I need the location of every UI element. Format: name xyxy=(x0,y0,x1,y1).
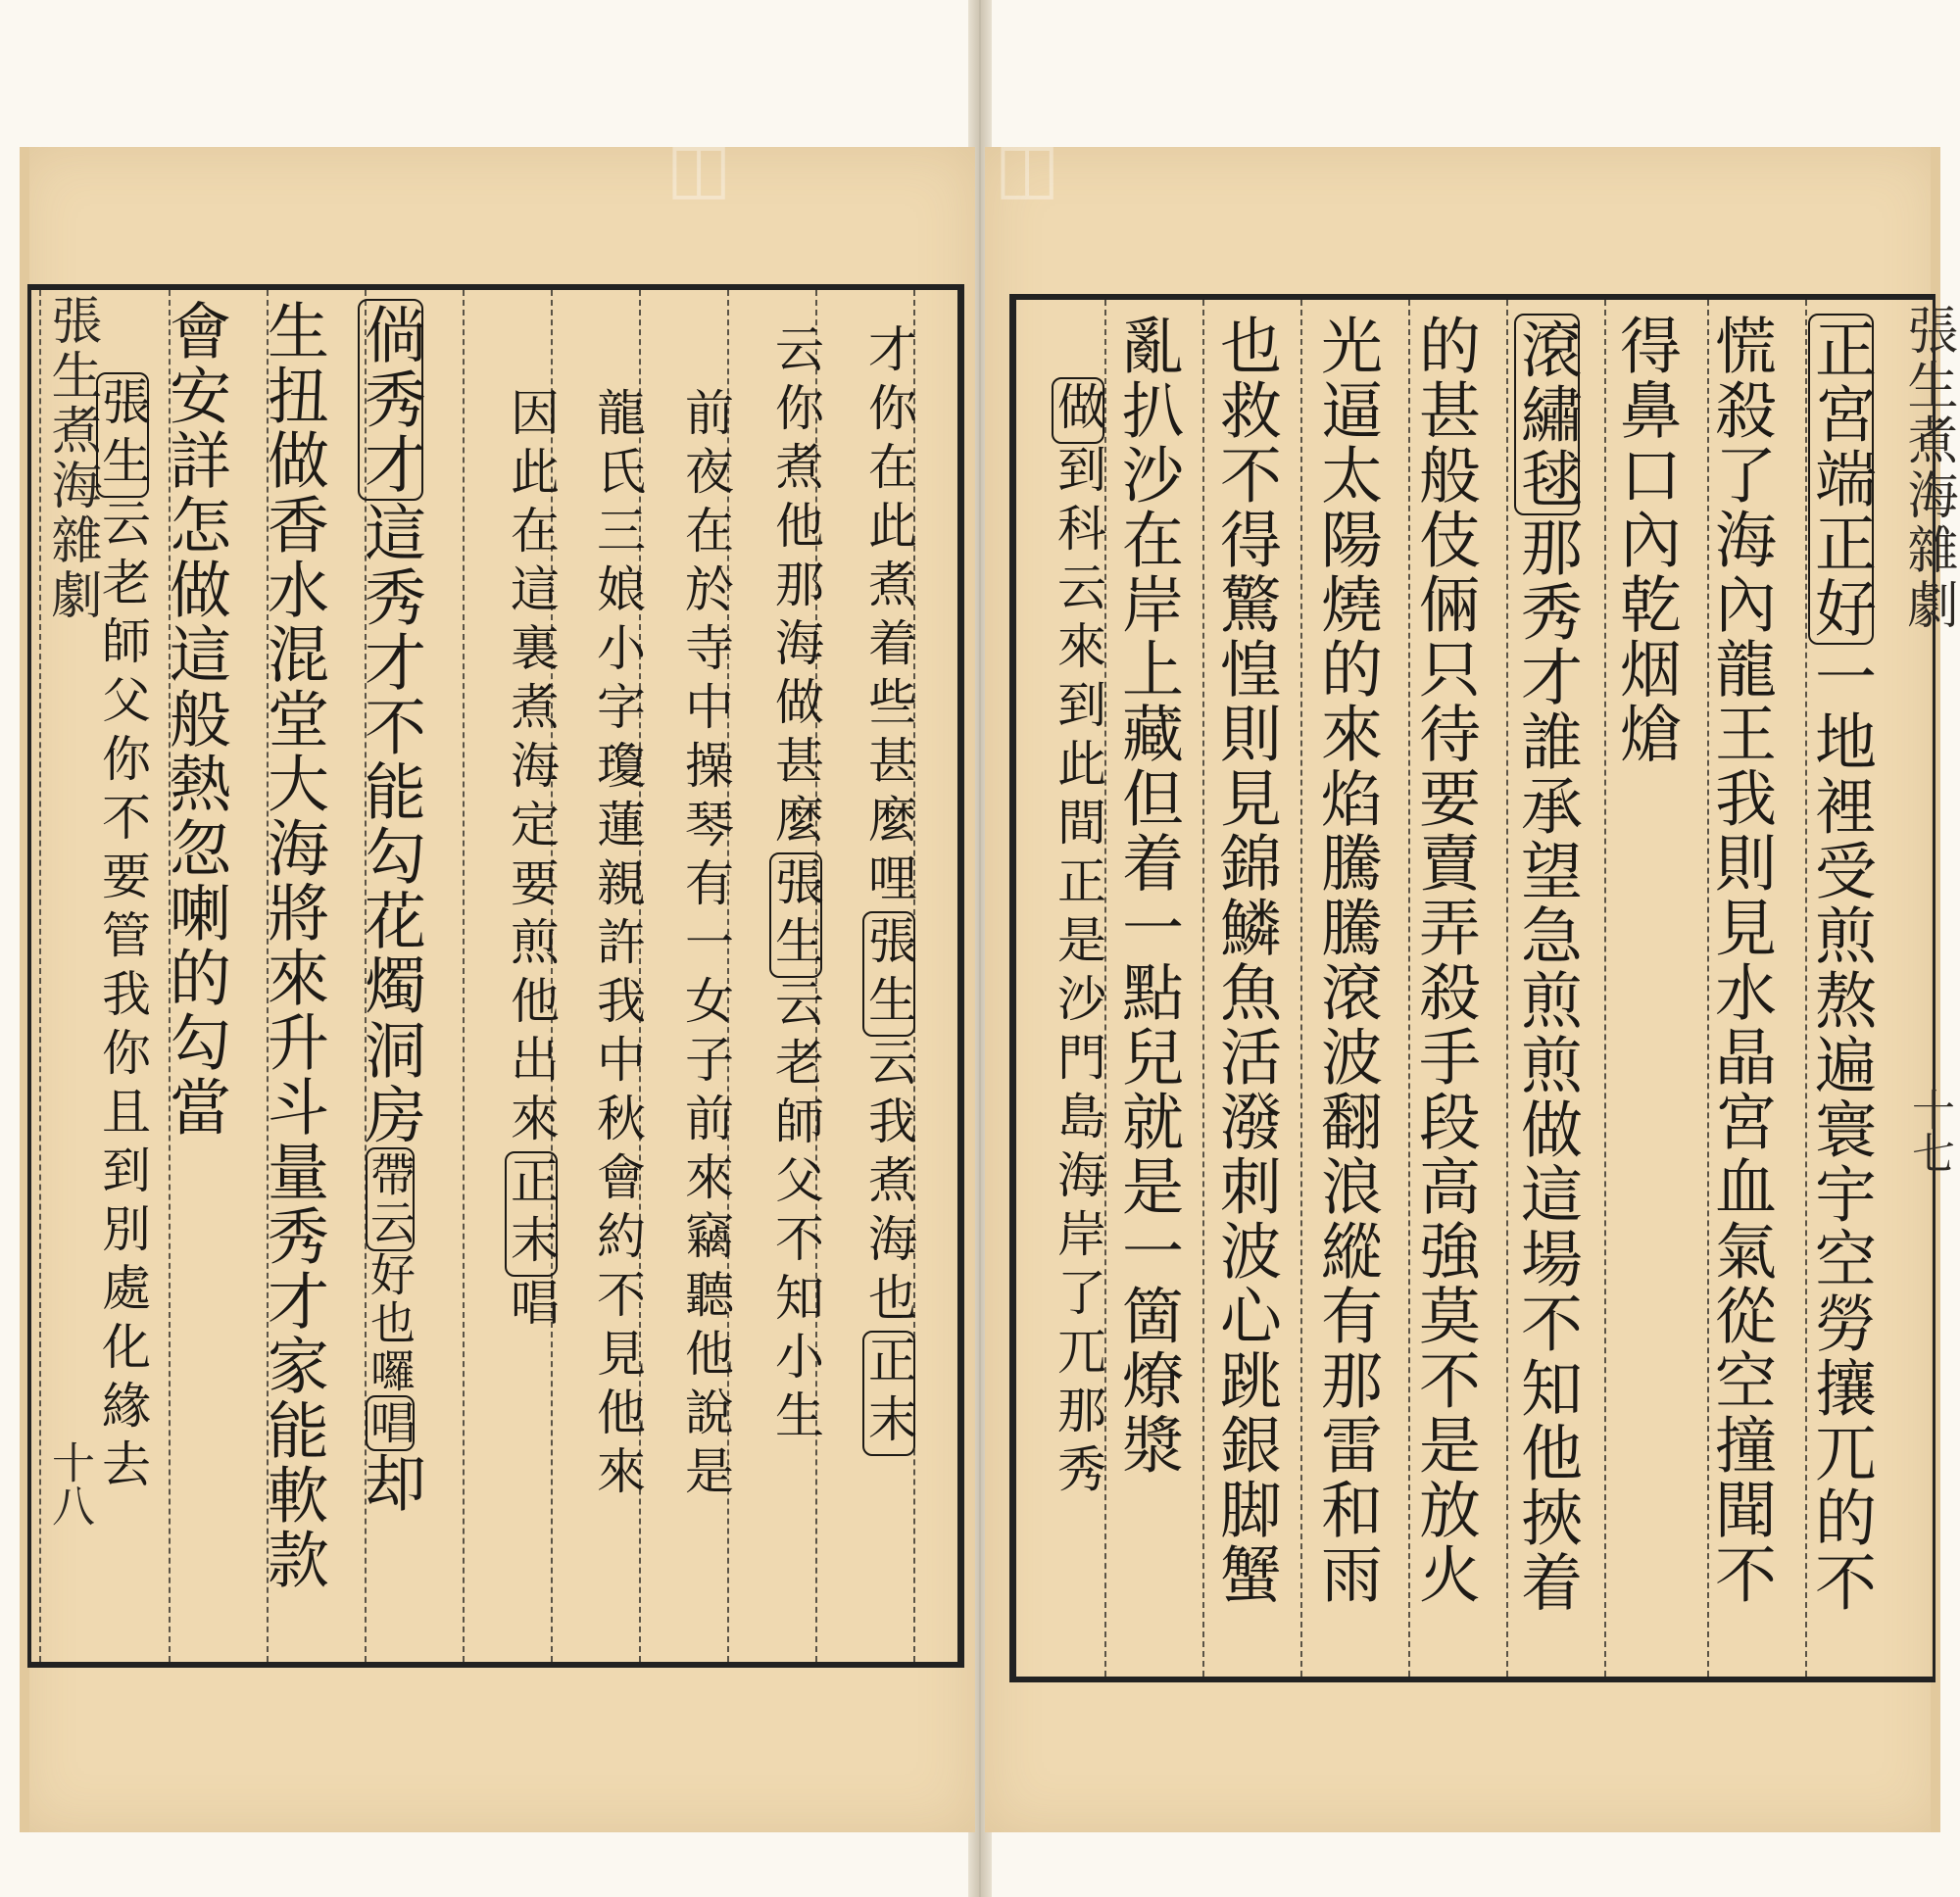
column-text: 唱 xyxy=(503,1277,560,1336)
right-col-5 xyxy=(1409,314,1481,1607)
column-text: 一地裡受煎熬遍寰宇空勞攘兀的不 xyxy=(1805,645,1877,1615)
role-marker: 帶云 xyxy=(366,1147,415,1251)
right-col-9 xyxy=(1052,377,1104,1502)
column-text: 光逼太陽燒的來焰騰騰滾波翻浪縱有那雷和雨 xyxy=(1311,314,1383,1607)
column-text: 會安詳怎做這般熱忽喇的勾當 xyxy=(160,299,231,1140)
role-marker: 唱 xyxy=(366,1395,415,1451)
column-text: 那秀才誰承望急煎煎做這場不知他挾着 xyxy=(1511,515,1583,1615)
right-col-8 xyxy=(1112,314,1184,1478)
left-col-5 xyxy=(505,387,558,1336)
column-text: 才你在此煮着些甚麼哩 xyxy=(860,323,917,911)
role-marker: 張生 xyxy=(862,911,915,1037)
column-text: 慌殺了海內龍王我則見水晶宮血氣從空撞聞不 xyxy=(1705,314,1777,1607)
column-text: 這秀才不能勾花燭洞房 xyxy=(355,501,426,1147)
left-col-3 xyxy=(677,387,734,1504)
margin-subtitle-text: 雜劇 xyxy=(42,513,101,623)
right-col-4 xyxy=(1511,314,1583,1615)
column-rule xyxy=(1202,300,1204,1677)
faint-seal-right: ◫ xyxy=(995,127,1060,208)
tune-title-marker: 滾繡毬 xyxy=(1514,314,1580,515)
column-text: 到科云來到此間正是沙門島海岸了兀那秀 xyxy=(1050,444,1106,1502)
column-text: 云老師父不知小生 xyxy=(767,978,824,1448)
margin-title-text: 張生煮海 xyxy=(1898,304,1957,523)
right-col-6 xyxy=(1311,314,1383,1607)
right-page-folio: 十七 xyxy=(1904,1088,1954,1174)
left-col-4 xyxy=(589,387,646,1504)
column-rule xyxy=(463,290,465,1662)
column-text: 亂扒沙在岸上藏但着一點兒就是一箇燎漿 xyxy=(1112,314,1184,1478)
left-col-9 xyxy=(96,372,149,1497)
column-text: 好也囉 xyxy=(364,1251,416,1395)
role-marker: 做 xyxy=(1052,377,1104,444)
right-col-7 xyxy=(1210,314,1282,1607)
left-col-1 xyxy=(862,323,915,1456)
column-text: 云你煮他那海做甚麼 xyxy=(767,323,824,852)
column-text: 因此在這裏煮海定要煎他出來 xyxy=(503,387,560,1151)
tune-title-marker: 倘秀才 xyxy=(358,299,423,501)
column-text: 生扭做香水混堂大海將來升斗量秀才家能軟款 xyxy=(258,299,329,1592)
column-text: 云老師父你不要管我你且到別處化緣去 xyxy=(94,498,151,1497)
right-col-1 xyxy=(1805,314,1877,1615)
left-page-folio: 十八 xyxy=(44,1440,94,1527)
column-text: 也救不得驚惶則見錦鱗魚活潑刺波心跳銀脚蟹 xyxy=(1210,314,1282,1607)
column-text: 云我煮海也 xyxy=(860,1037,917,1331)
faint-seal-left: ◫ xyxy=(666,127,732,208)
column-text: 龍氏三娘小字瓊蓮親許我中秋會約不見他來 xyxy=(589,387,646,1504)
column-text: 前夜在於寺中操琴有一女子前來竊聽他說是 xyxy=(677,387,734,1504)
left-col-7 xyxy=(258,299,329,1592)
column-text: 得鼻口內乾烟熗 xyxy=(1610,314,1682,766)
column-text: 的甚般伎倆只待要賣弄殺手段高強莫不是放火 xyxy=(1409,314,1481,1607)
role-marker: 張生 xyxy=(96,372,149,498)
column-rule xyxy=(1604,300,1606,1677)
margin-title-text: 張生煮海 xyxy=(42,294,101,513)
column-text: 却 xyxy=(355,1451,426,1516)
right-col-2 xyxy=(1705,314,1777,1607)
left-col-6 xyxy=(355,299,426,1516)
left-col-8 xyxy=(160,299,231,1140)
left-col-2 xyxy=(769,323,822,1448)
role-marker: 正末 xyxy=(862,1331,915,1456)
column-rule xyxy=(1506,300,1508,1677)
margin-subtitle-text: 雜劇 xyxy=(1898,523,1957,633)
column-rule xyxy=(1300,300,1302,1677)
right-page-margin-title xyxy=(1891,304,1960,633)
tune-title-marker: 正宮端正好 xyxy=(1808,314,1874,645)
role-marker: 正末 xyxy=(505,1151,558,1277)
role-marker: 張生 xyxy=(769,852,822,978)
right-col-3 xyxy=(1610,314,1682,766)
